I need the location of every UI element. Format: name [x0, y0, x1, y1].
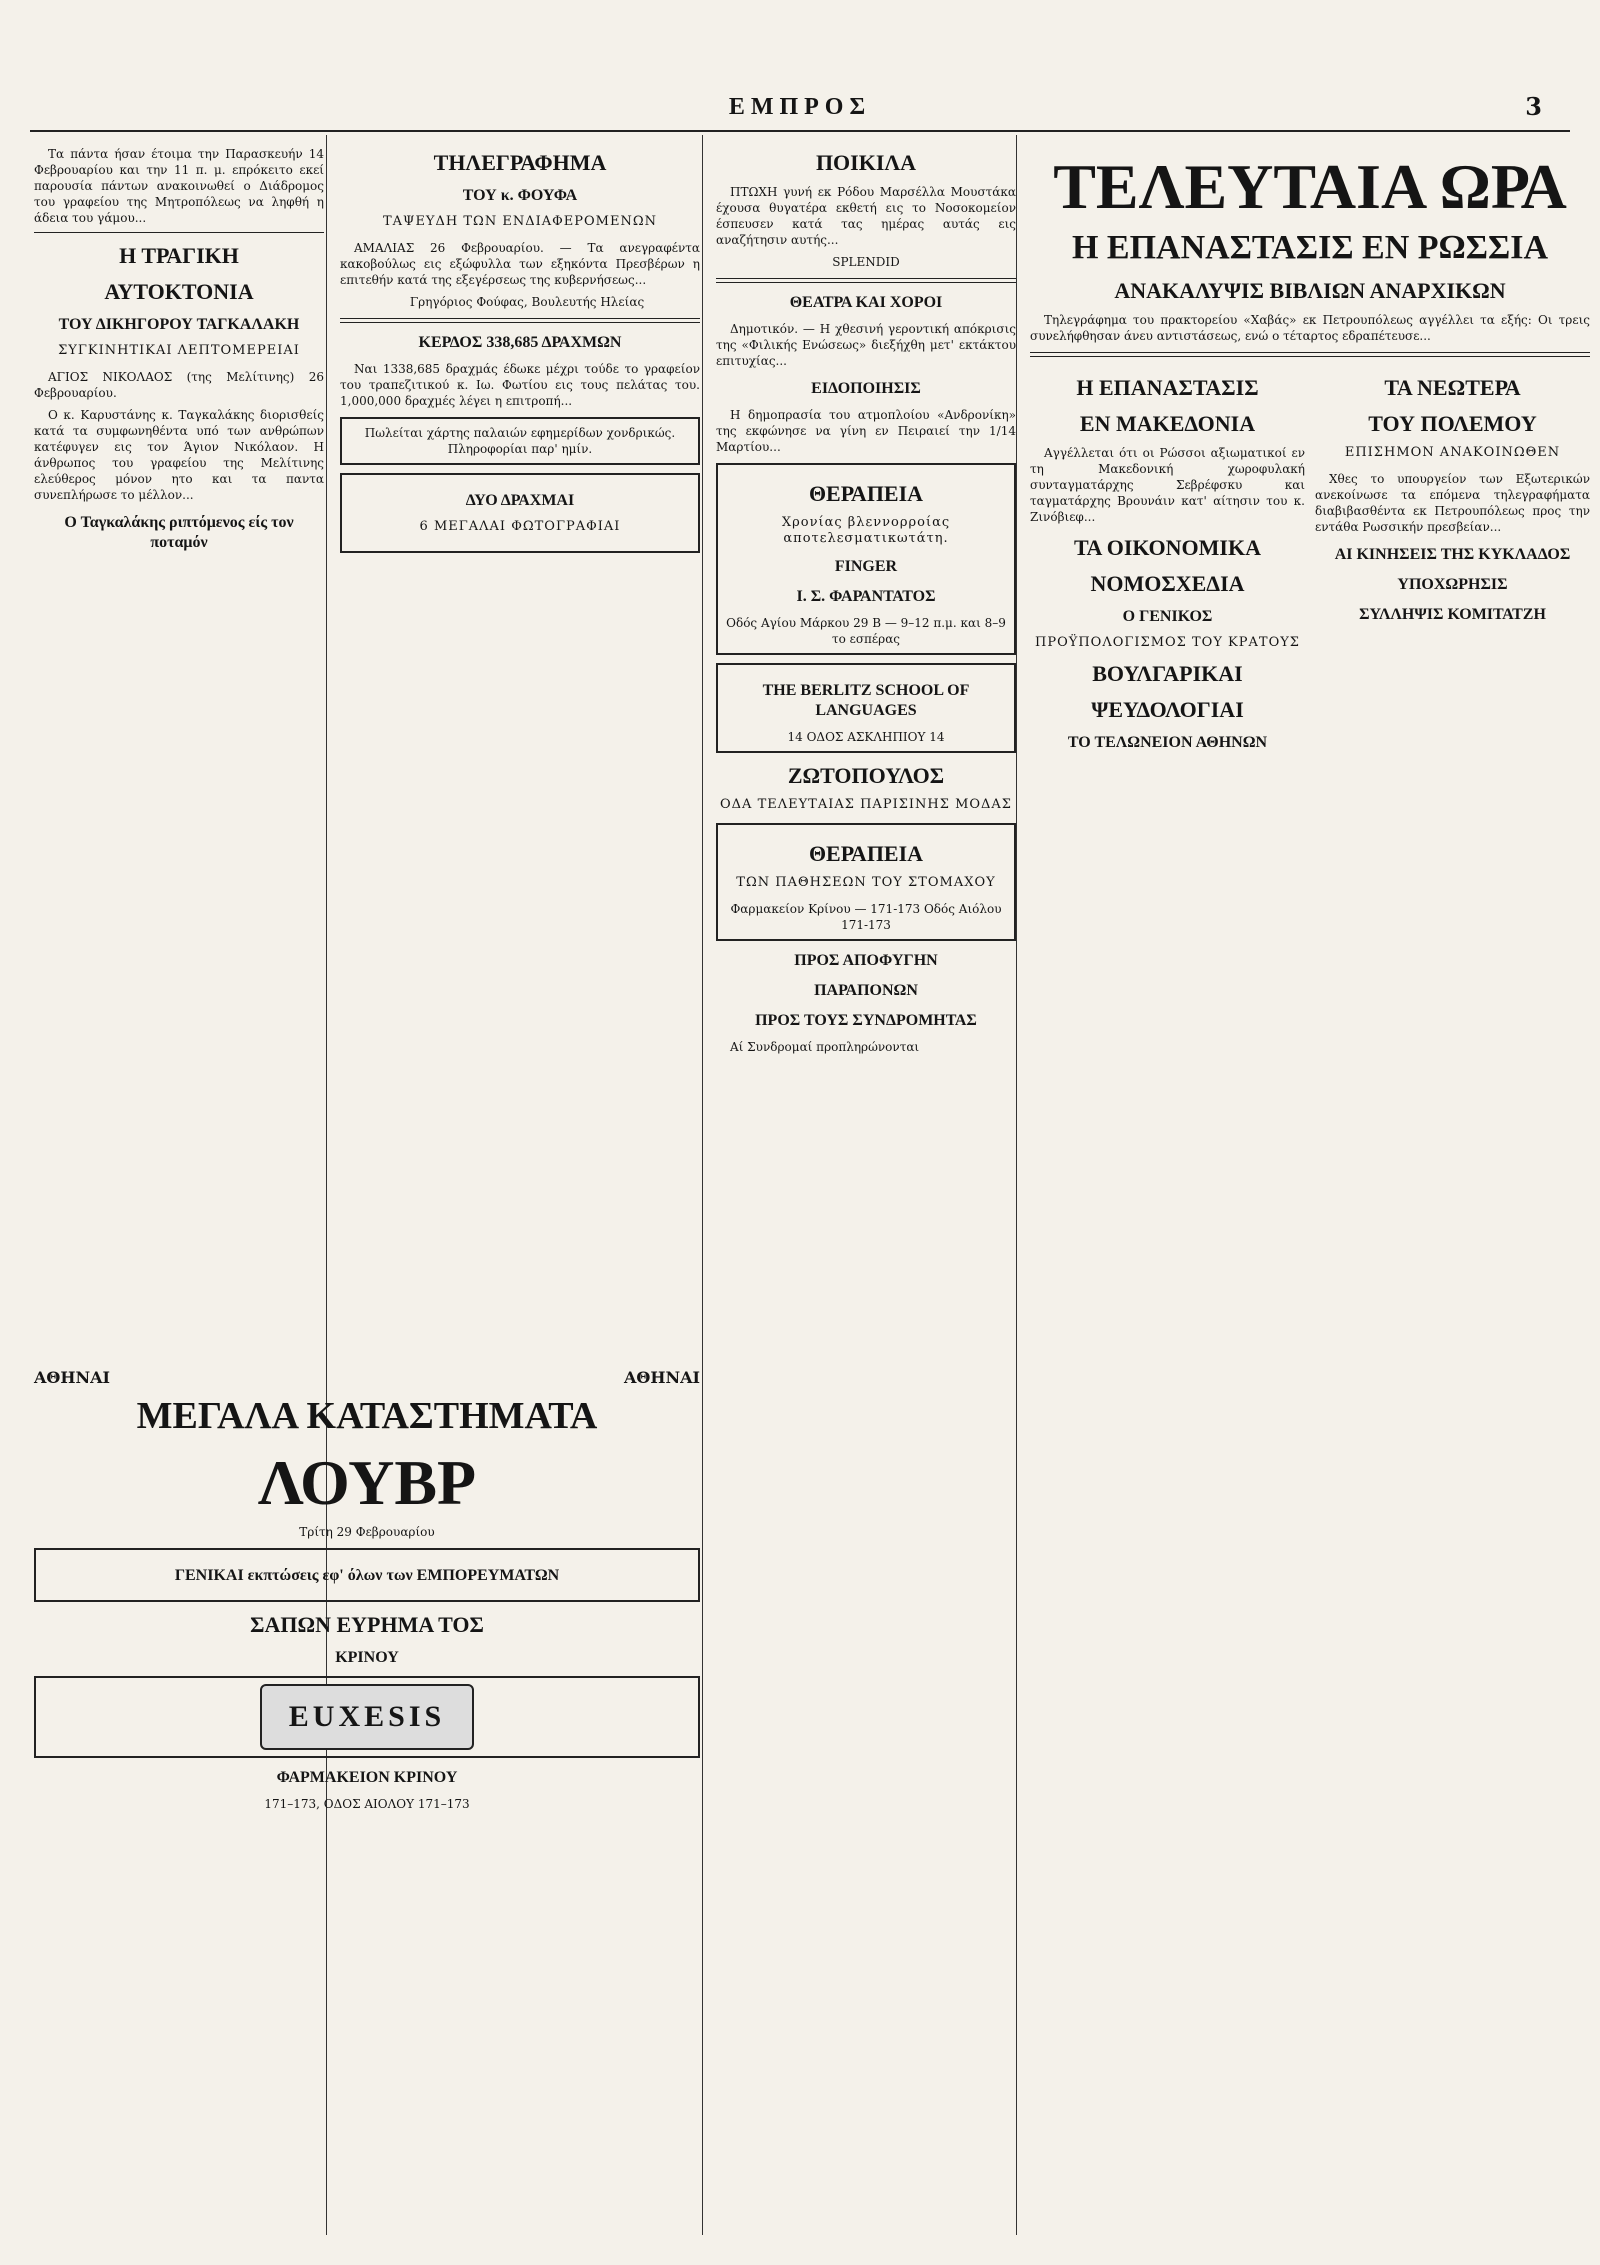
cyclades-title: ΑΙ ΚΙΝΗΣΕΙΣ ΤΗΣ ΚΥΚΛΑΔΟΣ: [1334, 546, 1571, 563]
zotopoulos-sub: ΟΔΑ ΤΕΛΕΥΤΑΙΑΣ ΠΑΡΙΣΙΝΗΣ ΜΟΔΑΣ: [720, 797, 1012, 812]
theatre-headline: ΘΕΑΤΡΑ ΚΑΙ ΧΟΡΟΙ: [789, 294, 943, 311]
general-discount-box: [34, 1548, 700, 1602]
theatre-body: Δημοτικόν. — Η χθεσινή γεροντική απόκρισις της «Φιλικής Ενώσεως» διεξήχθη μετ' εκτάκτου επιτυχίας...: [716, 322, 1016, 368]
pharmacy-line: ΦΑΡΜΑΚΕΙΟΝ ΚΡΙΝΟΥ: [276, 1769, 458, 1786]
pharmacy-address: 171–173, ΟΔΟΣ ΑΙΟΛΟΥ 171–173: [264, 1797, 470, 1811]
therapy-sub: Χρονίας βλεννορροίας αποτελεσματικωτάτη.: [781, 515, 951, 546]
econ-title-2: ΝΟΜΟΣΧΕΔΙΑ: [1090, 571, 1245, 596]
stomach-pharmacy: Φαρμακείον Κρίνου — 171-173 Οδός Αιόλου 171-173: [730, 902, 1002, 932]
war-title-2: ΤΟΥ ΠΟΛΕΜΟΥ: [1368, 411, 1537, 436]
school-ad: [716, 663, 1016, 753]
column-3: [710, 140, 1022, 2235]
louvre-brand: ΛΟΥΒΡ: [257, 1447, 477, 1518]
macedonia-body: Αγγέλλεται ότι οι Ρώσσοι αξιωματικοί εν τη Μακεδονική χωροφυλακή συνταγματάρχης Σεβρέφσκυ και ταγματάρχης Βρουνάιν κατ' αίτησιν του κ. Ζινόβιεφ...: [1030, 446, 1305, 524]
general-title: Ο ΓΕΝΙΚΟΣ: [1122, 608, 1213, 625]
article-body: Ο κ. Καρυστάνης κ. Ταγκαλάκης διορισθείς κατά τα συμφωνηθέντα υπό των ανθρώπων κατέφυγεν εις τον Άγιον Νικόλαον. Η άνθρωπος του γραφείου της Μελίτινης ελεύθερος μόνον ητο και τα παντα συνεπλήρωσε το μέλλον...: [34, 408, 324, 502]
soap-title: ΣΑΠΩΝ ΕΥΡΗΜΑ ΤΟΣ: [250, 1612, 484, 1637]
stomach-sub: ΤΩΝ ΠΑΘΗΣΕΩΝ ΤΟΥ ΣΤΟΜΑΧΟΥ: [736, 875, 996, 890]
telegram-body: ΑΜΑΛΙΑΣ 26 Φεβρουαρίου. — Τα ανεγραφέντα κακοβούλως εις εξώφυλλα των εξηκόντα Πρεσβέρων η επιτεθήν κατά της εξεγέρσεως της κυβερνήσεως...: [340, 241, 700, 287]
russia-revolution-headline: Η ΕΠΑΝΑΣΤΑΣΙΣ ΕΝ ΡΩΣΣΙΑ: [1071, 229, 1549, 266]
city-row: [34, 1370, 700, 1386]
misc-headline: ΠΟΙΚΙΛΑ: [815, 150, 917, 175]
bulgarian-title-1: ΒΟΥΛΓΑΡΙΚΑΙ: [1092, 661, 1243, 686]
school-title: THE BERLITZ SCHOOL OF LANGUAGES: [762, 682, 970, 719]
newspaper-title: ΕΜΠΡΟΣ: [728, 94, 872, 120]
war-sub: ΕΠΙΣΗΜΟΝ ΑΝΑΚΟΙΝΩΘΕΝ: [1344, 445, 1561, 460]
macedonia-title-1: Η ΕΠΑΝΑΣΤΑΣΙΣ: [1076, 375, 1259, 400]
doctor-name: Ι. Σ. ΦΑΡΑΝΤΑΤΟΣ: [796, 588, 936, 605]
doctor-address: Οδός Αγίου Μάρκου 29 Β — 9–12 π.μ. και 8–9 το εσπέρας: [726, 616, 1006, 646]
anarchist-books-headline: ΑΝΑΚΑΛΥΨΙΣ ΒΙΒΛΙΩΝ ΑΝΑΡΧΙΚΩΝ: [1114, 278, 1506, 303]
escape-sub: ΠΑΡΑΠΟΝΩΝ: [814, 982, 918, 999]
headline-telegram: ΤΗΛΕΓΡΑΦΗΜΑ: [433, 150, 607, 175]
notice-headline: ΕΙΔΟΠΟΙΗΣΙΣ: [811, 380, 921, 397]
war-body: Χθες το υπουργείον των Εξωτερικών ανεκοίνωσε τα επόμενα τηλεγραφήματα διαβιβασθέντα εκ Πετρουπόλεως προς την εντάθα Ρωσσικήν πρεσβείαν...: [1315, 472, 1590, 534]
divider: [340, 318, 700, 323]
masthead: [30, 92, 1570, 132]
divider: [1030, 352, 1590, 357]
stomach-title: ΘΕΡΑΠΕΙΑ: [808, 841, 924, 866]
column-5: [1024, 140, 1596, 2235]
signature: Γρηγόριος Φούφας, Βουλευτής Ηλείας: [409, 295, 645, 309]
finger-label: FINGER: [834, 558, 898, 575]
story-tail: Τα πάντα ήσαν έτοιμα την Παρασκευήν 14 Φεβρουαρίου και την 11 π. μ. επρόκειτο εκεί παρουσία πάντων ανακοινωθεί ο Διάδρομος του γραφείου της Μητροπόλεως να ληφθή η άδεια του γάμου...: [34, 147, 324, 225]
stomach-ad: [716, 823, 1016, 941]
euxesis-tube: EUXESIS: [260, 1684, 474, 1750]
zotopoulos-title: ΖΩΤΟΠΟΥΛΟΣ: [787, 763, 945, 788]
last-hour-banner: ΤΕΛΕΥΤΑΙΑ ΩΡΑ: [1053, 151, 1567, 222]
photo-ad-title: ΔΥΟ ΔΡΑΧΜΑΙ: [465, 492, 575, 509]
notice-body: Η δημοπρασία του ατμοπλοίου «Ανδρονίκη» της εκφώνησε να γίνη εν Πειραιεί την 1/14 Μαρτίου...: [716, 408, 1016, 454]
page-number: 3: [1525, 92, 1542, 121]
headline-suicide: ΑΥΤΟΚΤΟΝΙΑ: [104, 279, 254, 304]
product-box: [34, 1676, 700, 1758]
macedonia-section: [1030, 365, 1305, 761]
headline-tragic: Η ΤΡΑΓΙΚΗ: [119, 243, 239, 268]
louvre-date: Τρίτη 29 Φεβρουαρίου: [299, 1525, 435, 1539]
louvre-title: ΜΕΓΑΛΑ ΚΑΤΑΣΤΗΜΑΤΑ: [136, 1395, 598, 1437]
photo-ad-sub: 6 ΜΕΓΑΛΑΙ ΦΩΤΟΓΡΑΦΙΑΙ: [419, 519, 621, 534]
general-sub: ΠΡΟΫΠΟΛΟΓΙΣΜΟΣ ΤΟΥ ΚΡΑΤΟΥΣ: [1035, 635, 1300, 650]
louvre-advertisement: [28, 1370, 706, 2235]
macedonia-title-2: ΕΝ ΜΑΚΕΔΟΝΙΑ: [1079, 411, 1256, 436]
headline-lawyer: ΤΟΥ ΔΙΚΗΓΟΡΟΥ ΤΑΓΚΑΛΑΚΗ: [58, 316, 300, 333]
profit-body: Ναι 1338,685 δραχμάς έδωκε μέχρι τούδε το γραφείον του τραπεζιτικού κ. Ιω. Φωτίου εις τους πελάτας του. 1,000,000 δραχμές λέγει η επιτροπή...: [340, 362, 700, 408]
escape-title: ΠΡΟΣ ΑΠΟΦΥΓΗΝ: [794, 952, 938, 969]
subscribers-body: Αί Συνδρομαί προπληρώνονται: [730, 1040, 920, 1054]
subscribers-title: ΠΡΟΣ ΤΟΥΣ ΣΥΝΔΡΟΜΗΤΑΣ: [755, 1012, 977, 1029]
withdrawal-title: ΥΠΟΧΩΡΗΣΙΣ: [1397, 576, 1508, 593]
divider: [34, 232, 324, 233]
war-title-1: ΤΑ ΝΕΩΤΕΡΑ: [1384, 375, 1521, 400]
soap-sub: ΚΡΙΝΟΥ: [335, 1649, 399, 1666]
paper-sale-ad: [340, 417, 700, 465]
paper-sale-text: Πωλείται χάρτης παλαιών εφημερίδων χονδρικώς. Πληροφορίαι παρ' ημίν.: [364, 426, 676, 456]
city-left: ΑΘΗΝΑΙ: [34, 1370, 110, 1387]
column-1: [28, 140, 330, 1365]
bulgarian-title-2: ΨΕΥΔΟΛΟΓΙΑΙ: [1091, 697, 1244, 722]
macedonia-war-row: [1030, 365, 1590, 761]
russia-body: Τηλεγράφημα του πρακτορείου «Χαβάς» εκ Πετρουπόλεως αγγέλλει τα εξής: Οι τρεις συνελήφθησαν άνευ αντιστάσεως, ενώ ο τέταρτος εδραπέτευσε...: [1030, 313, 1590, 343]
profit-headline: ΚΕΡΔΟΣ 338,685 ΔΡΑΧΜΩΝ: [418, 334, 622, 351]
therapy-title: ΘΕΡΑΠΕΙΑ: [808, 481, 924, 506]
divider: [716, 278, 1016, 283]
customs-title: ΤΟ ΤΕΛΩΝΕΙΟΝ ΑΘΗΝΩΝ: [1067, 734, 1268, 751]
arrest-title: ΣΥΛΛΗΨΙΣ ΚΟΜΙΤΑΤΖΗ: [1359, 606, 1546, 623]
misc-body: ΠΤΩΧΗ γυνή εκ Ρόδου Μαρσέλλα Μουστάκα έχουσα θυγατέρα εκθετή εις το Νοσοκομείον έσπευσεν κατά τας ημέρας αυτάς εις αναζήτησιν αυτής...: [716, 185, 1016, 247]
photo-ad: [340, 473, 700, 553]
econ-title-1: ΤΑ ΟΙΚΟΝΟΜΙΚΑ: [1074, 535, 1261, 560]
headline-foufas: ΤΟΥ κ. ΦΟΥΦΑ: [462, 187, 578, 204]
therapy-ad: [716, 463, 1016, 655]
dateline: ΑΓΙΟΣ ΝΙΚΟΛΑΟΣ (της Μελίτινης) 26 Φεβρουαρίου.: [34, 370, 324, 400]
subheadline: ΤΑΨΕΥΔΗ ΤΩΝ ΕΝΔΙΑΦΕΡΟΜΕΝΩΝ: [382, 214, 657, 229]
discount-line: ΓΕΝΙΚΑΙ εκπτώσεις εφ' όλων των ΕΜΠΟΡΕΥΜΑΤΩΝ: [174, 1567, 560, 1584]
war-section: [1315, 365, 1590, 761]
subheadline: ΣΥΓΚΙΝΗΤΙΚΑΙ ΛΕΠΤΟΜΕΡΕΙΑΙ: [58, 343, 300, 358]
column-2: [334, 140, 706, 1365]
splendid-label: SPLENDID: [832, 255, 900, 269]
school-address: 14 ΟΔΟΣ ΑΣΚΛΗΠΙΟΥ 14: [787, 730, 945, 744]
city-right: ΑΘΗΝΑΙ: [624, 1370, 700, 1387]
section-heading: Ο Ταγκαλάκης ριπτόμενος είς τον ποταμόν: [64, 514, 294, 551]
